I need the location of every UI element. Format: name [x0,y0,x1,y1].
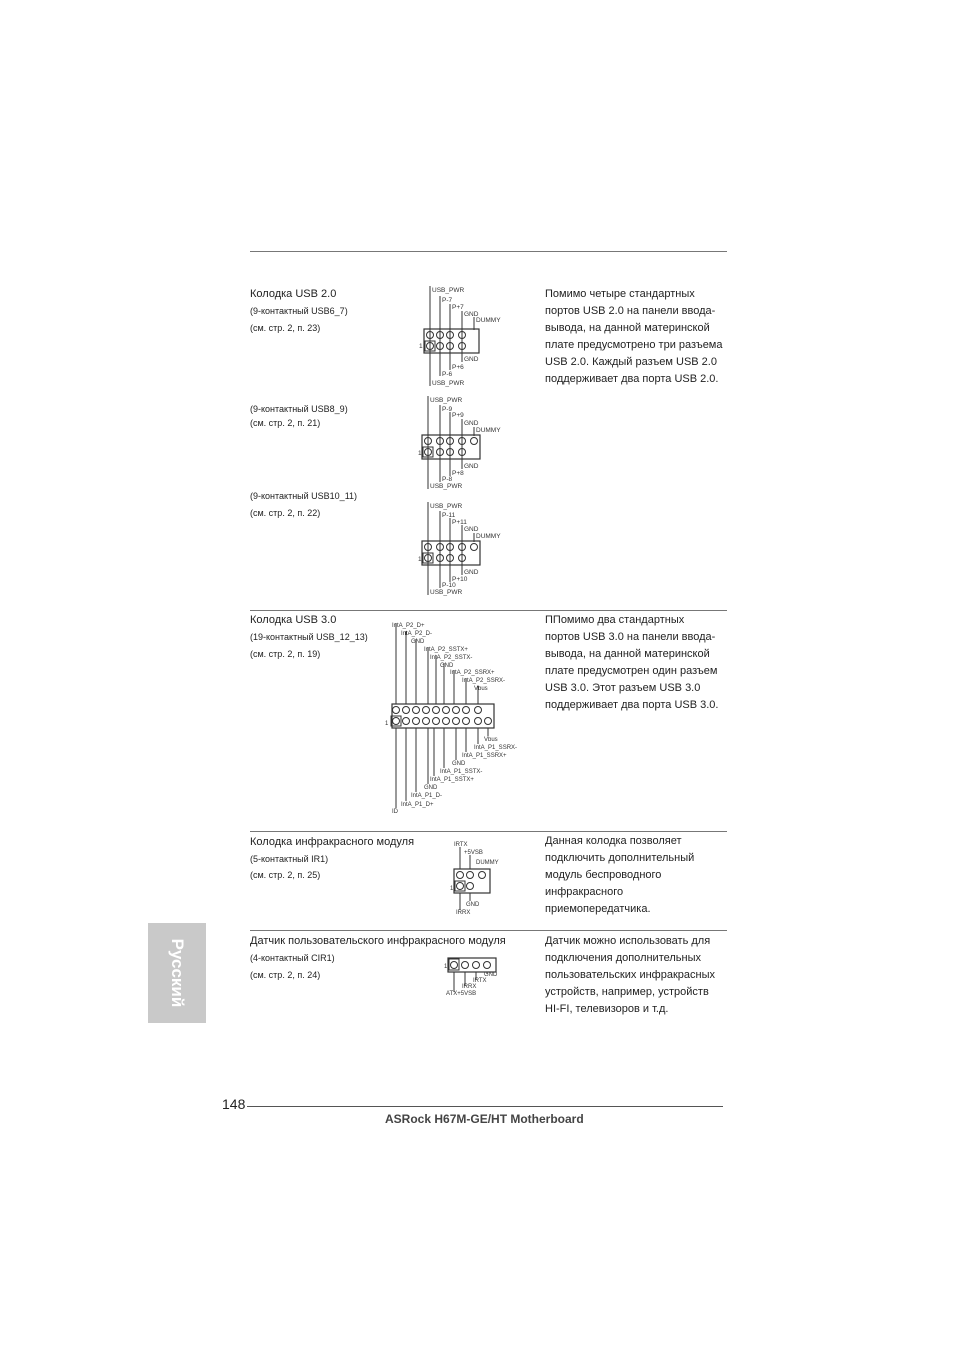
pin-label: IRRX [456,910,471,916]
cir-title: Датчик пользовательского инфракрасного модуля [250,935,506,947]
desc-line: портов USB 3.0 на панели ввода- [545,631,716,643]
usb2c-sub2: (см. стр. 2, п. 22) [250,508,321,518]
desc-line: USB 3.0. Этот разъем USB 3.0 [545,682,701,694]
page-number: 148 [222,1096,246,1112]
pin-label: IntA_P1_SSTX- [440,769,483,775]
pin-label: 1 [450,886,454,892]
desc-line: поддерживает два порта USB 2.0. [545,373,719,385]
usb2-sub1: (9-контактный USB6_7) [250,306,348,316]
pin-label: IntA_P2_D+ [392,623,425,629]
pin-label: IRTX [454,842,468,848]
pin-label: P-10 [442,582,456,589]
usb3-header-diagram [384,618,524,818]
pin-label: DUMMY [476,317,501,324]
pin-label: P+6 [452,364,464,371]
ir-description [545,833,694,918]
ir-header-diagram [448,838,508,918]
usb2-header-diagram [416,284,516,390]
desc-line: USB 2.0. Каждый разъем USB 2.0 [545,356,717,368]
pin-label: 1 [418,450,422,457]
desc-line: вывода, на данной материнской [545,322,710,334]
ir-sub1: (5-контактный IR1) [250,854,329,864]
pin-label: 1 [444,964,448,970]
pin-label: GND [464,569,479,576]
desc-line: Помимо четыре стандартных [545,288,695,300]
section-divider [250,930,727,931]
desc-line: плате предусмотрено три разъема [545,339,723,351]
cir-description [545,933,715,1018]
desc-line: модуль беспроводного [545,869,662,881]
desc-line: поддерживает два порта USB 3.0. [545,699,719,711]
pin-label: GND [464,356,479,363]
pin-label: IRTX [473,978,487,984]
pin-label: P-9 [442,406,453,413]
pin-label: USB_PWR [430,483,463,490]
pin-label: +5VSB [464,850,483,856]
top-rule [250,251,727,252]
usb3-title: Колодка USB 3.0 [250,614,337,626]
section-divider [250,610,727,611]
pin-label: USB_PWR [430,397,463,404]
pin-label: P+11 [452,519,467,526]
pin-label: GND [464,420,479,427]
pin-label: DUMMY [476,427,501,434]
pin-label: IntA_P1_SSRX- [474,745,518,751]
pin-label: USB_PWR [430,503,463,510]
pin-label: DUMMY [476,860,499,866]
usb2-header-diagram [416,394,516,494]
usb2-description [545,286,723,388]
pin-label: P+9 [452,412,464,419]
pin-label: USB_PWR [432,287,465,294]
pin-label: IntA_P2_SSTX- [430,655,473,661]
desc-line: портов USB 2.0 на панели ввода- [545,305,716,317]
desc-line: вывода, на данной материнской [545,648,710,660]
language-tab-label: Русский [168,938,187,1008]
pin-label: GND [464,526,479,533]
pin-label: P+7 [452,304,464,311]
pin-label: GND [411,639,425,645]
usb3-description [545,612,718,714]
language-tab [148,923,206,1023]
desc-line: ППомимо два стандартных [545,614,685,626]
desc-line: подключения дополнительных [545,952,701,964]
pin-label: GND [466,902,480,908]
cir-sub2: (см. стр. 2, п. 24) [250,970,321,980]
ir-sub2: (см. стр. 2, п. 25) [250,870,321,880]
usb3-sub1: (19-контактный USB_12_13) [250,632,368,642]
usb2b-sub2: (см. стр. 2, п. 21) [250,418,321,428]
pin-label: USB_PWR [432,380,465,387]
pin-label: IntA_P1_SSRX+ [462,753,507,759]
usb2-header-diagram [416,500,516,600]
section-divider [250,831,727,832]
pin-label: IntA_P1_SSTX+ [430,777,474,783]
usb3-sub2: (см. стр. 2, п. 19) [250,649,321,659]
pin-label: P-8 [442,476,453,483]
pin-label: ID [392,809,398,815]
desc-line: приемопередатчика. [545,903,651,915]
desc-line: HI-FI, телевизоров и т.д. [545,1003,669,1015]
pin-label: P-7 [442,297,453,304]
desc-line: устройств, например, устройств [545,986,709,998]
pin-label: 1 [419,343,423,350]
pin-label: GND [440,663,454,669]
desc-line: инфракрасного [545,886,624,898]
footer-rule [247,1106,723,1107]
pin-label: IRRX [462,984,477,990]
desc-line: плате предусмотрен один разъем [545,665,718,677]
pin-label: IntA_P2_SSTX+ [424,647,468,653]
pin-label: IntA_P2_D- [401,631,433,637]
pin-label: ATX+5VSB [446,991,477,997]
pin-label: IntA_P1_D+ [401,802,434,808]
usb2-title: Колодка USB 2.0 [250,288,337,300]
pin-label: GND [484,972,498,978]
pin-label: GND [452,761,466,767]
cir-sub1: (4-контактный CIR1) [250,953,335,963]
pin-label: 1 [418,556,422,563]
pin-label: GND [464,311,479,318]
pin-label: IntA_P2_SSRX- [462,678,506,684]
desc-line: Датчик можно использовать для [545,935,711,947]
pin-label: GND [464,463,479,470]
ir-title: Колодка инфракрасного модуля [250,836,415,848]
footer-text: ASRock H67M-GE/HT Motherboard [385,1112,584,1126]
pin-label: Vbus [474,686,488,692]
desc-line: пользовательских инфракрасных [545,969,715,981]
pin-label: IntA_P1_D- [411,793,443,799]
pin-label: P+10 [452,576,468,583]
pin-label: GND [424,785,438,791]
pin-label: Vbus [484,737,498,743]
pin-label: USB_PWR [430,589,463,596]
pin-label: P-6 [442,371,453,378]
pin-label: P+8 [452,470,464,477]
usb2b-sub1: (9-контактный USB8_9) [250,404,348,414]
pin-label: P-11 [442,512,456,519]
pin-label: IntA_P2_SSRX+ [450,670,495,676]
usb2-sub2: (см. стр. 2, п. 23) [250,323,321,333]
desc-line: Данная колодка позволяет [545,835,682,847]
desc-line: подключить дополнительный [545,852,695,864]
pin-label: 1 [385,721,389,727]
usb2c-sub1: (9-контактный USB10_11) [250,491,358,501]
pin-label: DUMMY [476,533,501,540]
cir-header-diagram [440,952,510,1000]
